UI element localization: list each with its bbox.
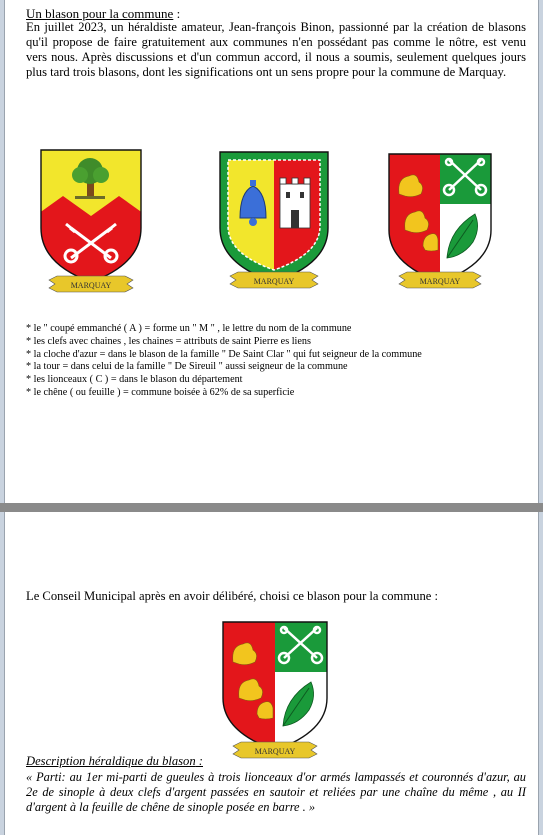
blason-2 bbox=[216, 148, 332, 294]
blason-3 bbox=[383, 150, 497, 294]
tower-icon bbox=[280, 178, 310, 228]
svg-text:MARQUAY: MARQUAY bbox=[253, 277, 295, 286]
chosen-blason bbox=[217, 618, 333, 764]
svg-text:MARQUAY: MARQUAY bbox=[419, 277, 461, 286]
page-2 bbox=[4, 512, 539, 835]
section-title: Un blason pour la commune : bbox=[26, 6, 181, 21]
page-1 bbox=[4, 0, 539, 503]
legend-item: * les clefs avec chaines , les chaines = attributs de saint Pierre es liens bbox=[26, 335, 311, 347]
legend-list bbox=[26, 323, 422, 400]
legend-item: * les lionceaux ( C ) = dans le blason du département bbox=[26, 374, 243, 386]
blason-1 bbox=[35, 146, 147, 294]
legend-item: * la cloche d'azur = dans le blason de la famille " De Saint Clar " qui fut seigneur de la commune bbox=[26, 348, 422, 360]
heraldic-description: « Parti: au 1er mi-parti de gueules à trois lionceaux d'or armés lampassés et couronnés d'azur, au 2e de sinople à deux clefs d'argent passées en sautoir et reliées par une chaîne du même , au II d'argent à la feuille de chêne de sinople posée en barre . » bbox=[26, 770, 526, 814]
legend-item: * le chêne ( ou feuille ) = commune boisée à 62% de sa superficie bbox=[26, 386, 295, 398]
page-separator bbox=[0, 503, 543, 512]
legend-item: * le " coupé emmanché ( A ) = forme un " M " , le lettre du nom de la commune bbox=[26, 323, 352, 334]
description-heading: Description héraldique du blason : bbox=[26, 754, 203, 768]
legend-item: * la tour = dans celui de la famille " De Sireuil " aussi seigneur de la commune bbox=[26, 361, 348, 373]
council-statement: Le Conseil Municipal après en avoir délibéré, choisi ce blason pour la commune : bbox=[26, 589, 438, 603]
svg-text:MARQUAY: MARQUAY bbox=[70, 281, 112, 290]
intro-paragraph: En juillet 2023, un héraldiste amateur, Jean-françois Binon, passionné par la création de blasons qu'il propose de faire gratuitement aux communes n'en possédant pas comme le nôtre, est venu vers nous. Après discussions et d'un commun accord, il nous a soumis, seulement quelques jours plus tard trois blasons, dont les significations ont un sens propre pour la commune de Marquay. bbox=[26, 20, 526, 79]
svg-text:MARQUAY: MARQUAY bbox=[254, 747, 296, 756]
